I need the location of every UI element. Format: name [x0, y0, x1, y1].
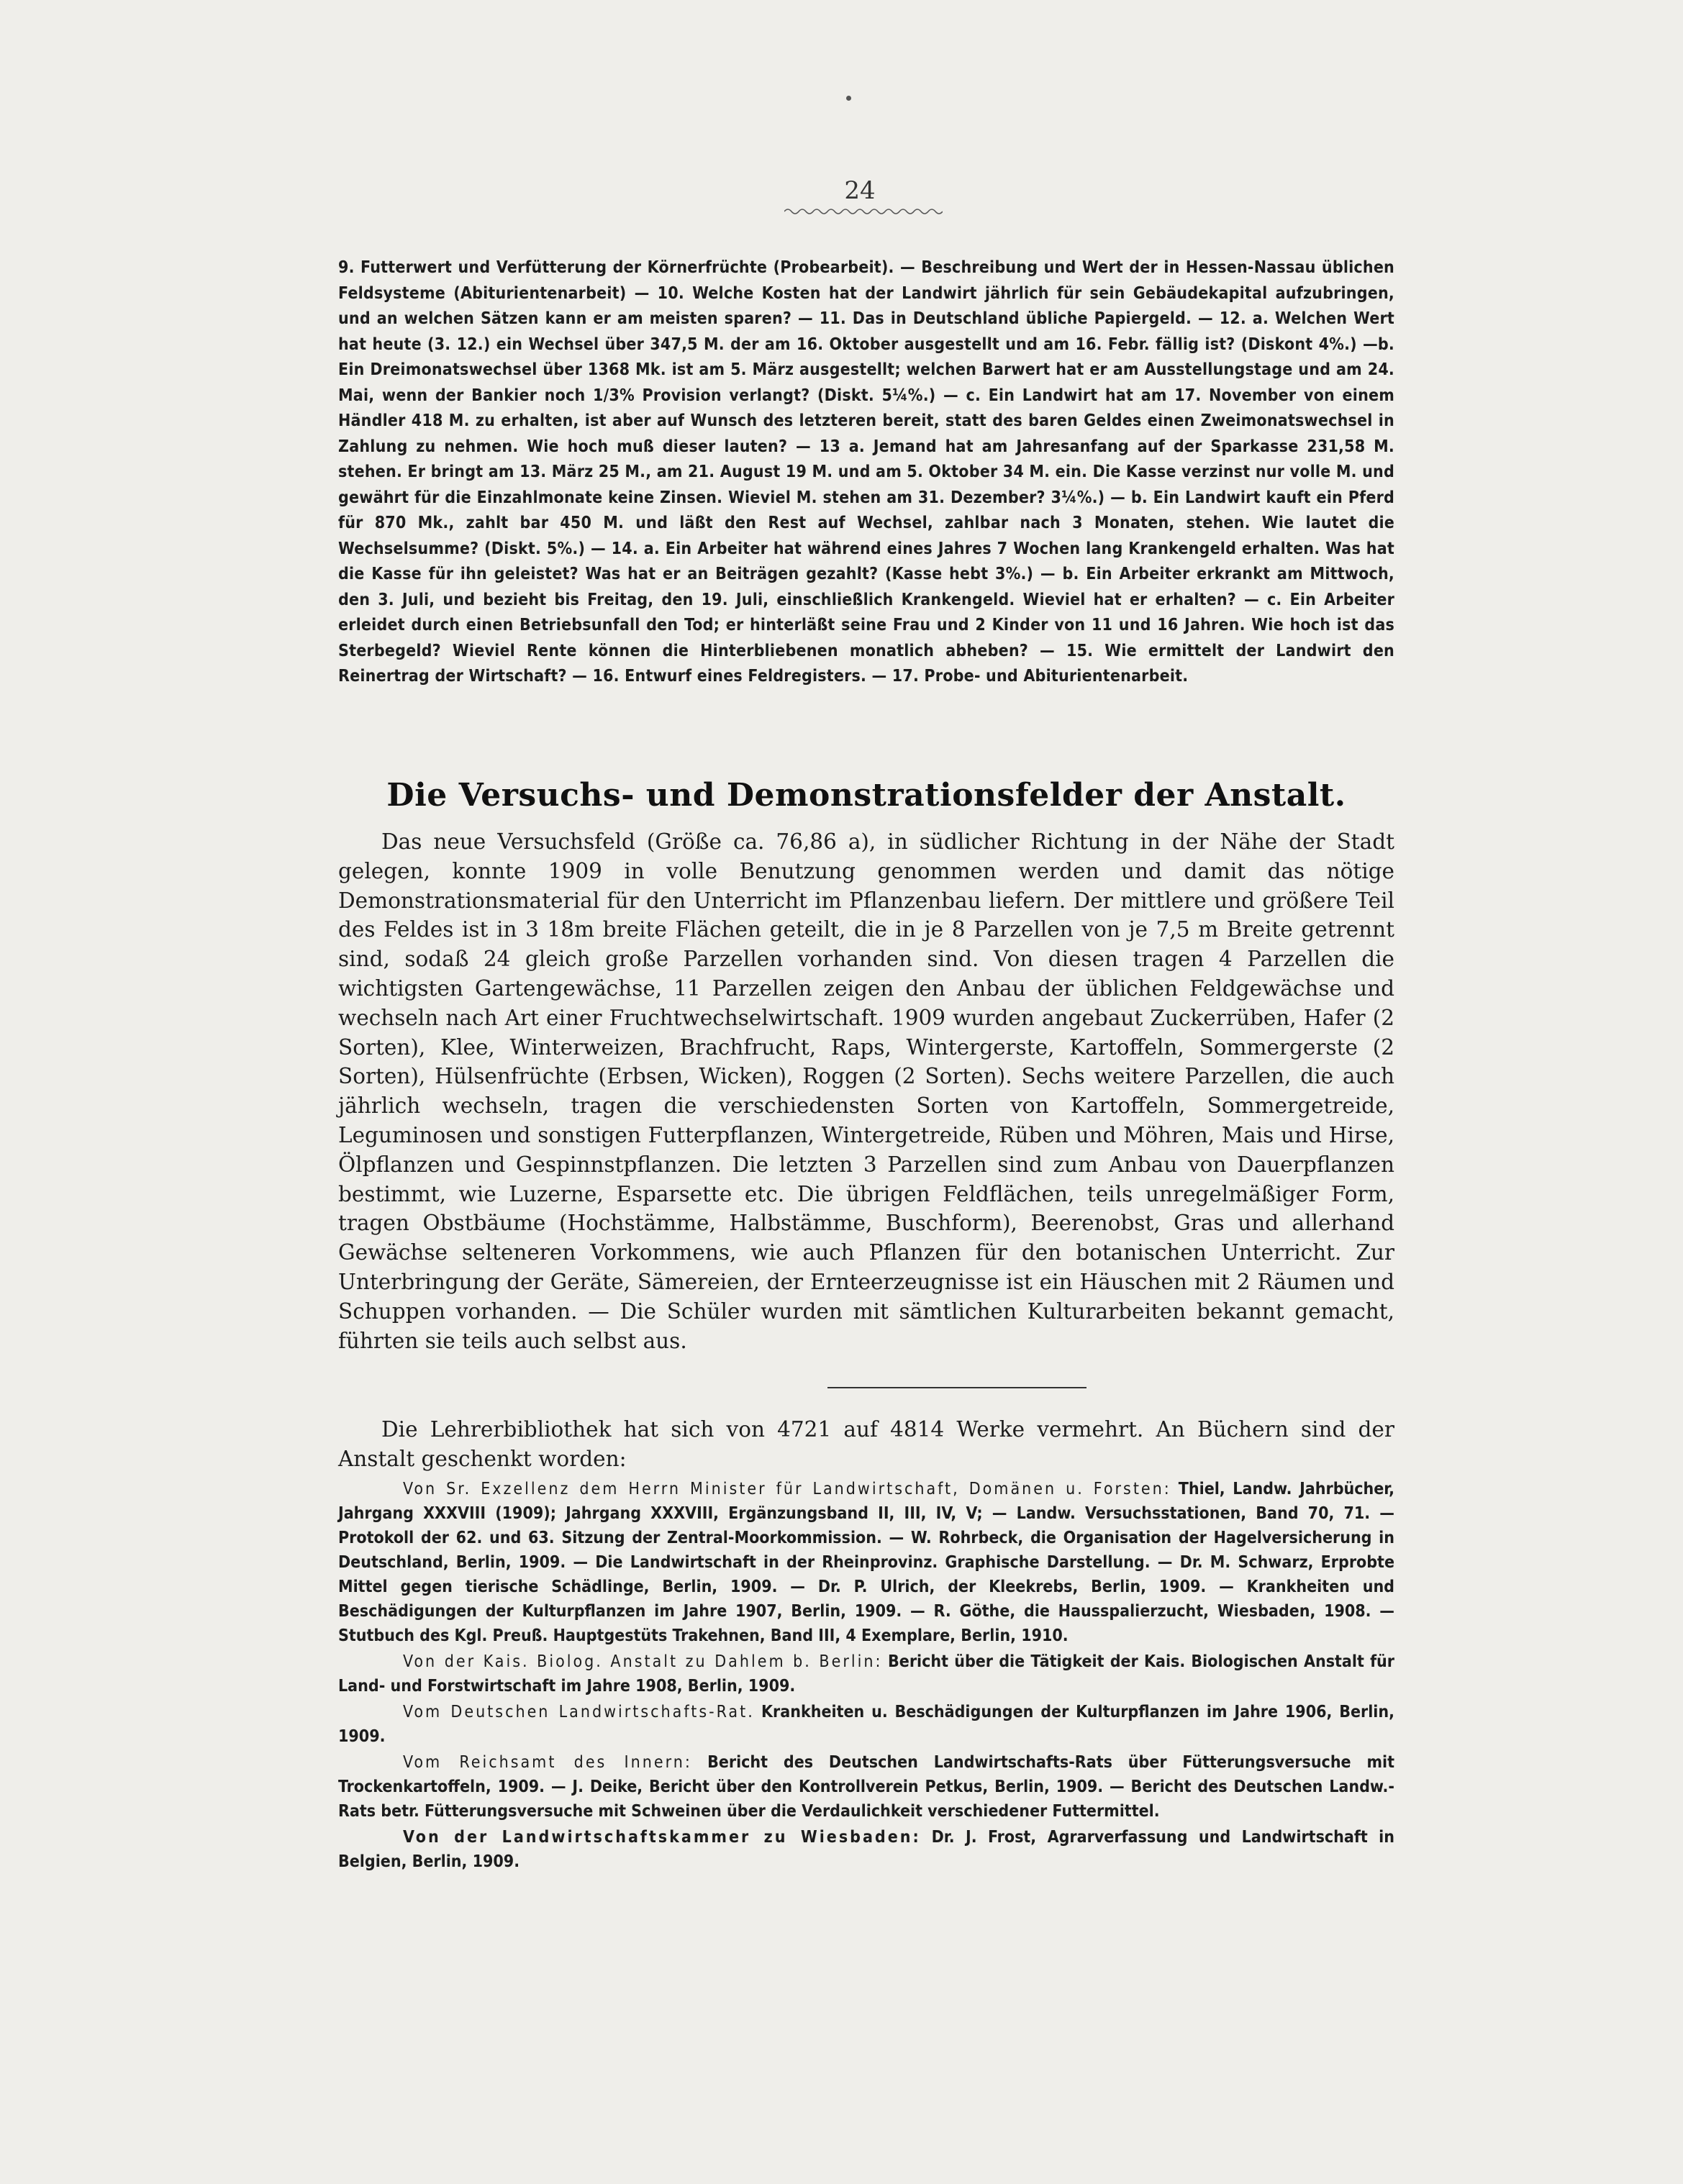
- separator-rule: [827, 1387, 1087, 1388]
- section-heading: Die Versuchs- und Demonstrationsfelder der Anstalt.: [386, 777, 1346, 814]
- ink-speck: [846, 96, 851, 101]
- page-number: 24: [844, 176, 876, 205]
- gift-works: Thiel, Landw. Jahrbücher, Jahrgang XXXVIII (1909); Jahrgang XXXVIII, Ergänzungsband II, III, IV, V; — Landw. Versuchsstationen, Band 70, 71. — Protokoll der 62. und 63. Sitzung der Zentral-Moorkommission. — W. Rohrbeck, die Organisation der Hagelversicherung in Deutschland, Berlin, 1909. — Die Landwirtschaft in der Rheinprovinz. Graphische Darstellung. — Dr. M. Schwarz, Erprobte Mittel gegen tierische Schädlinge, Berlin, 1909. — Dr. P. Ulrich, der Kleekrebs, Berlin, 1909. — Krankheiten und Beschädigungen der Kulturpflanzen im Jahre 1907, Berlin, 1909. — R. Göthe, die Hausspalierzucht, Wiesbaden, 1908. — Stutbuch des Kgl. Preuß. Hauptgestüts Trakehnen, Band III, 4 Exemplare, Berlin, 1910.: [338, 1479, 1394, 1645]
- gift-entry: [338, 1477, 1394, 1648]
- gift-entry: [338, 1700, 1394, 1749]
- exam-questions-text: 9. Futterwert und Verfütterung der Körnerfrüchte (Probearbeit). — Beschreibung und Wert der in Hessen-Nassau üblichen Feldsysteme (Abiturientenarbeit) — 10. Welche Kosten hat der Landwirt jährlich für sein Gebäudekapital aufzubringen, und an welchen Sätzen kann er am meisten sparen? — 11. Das in Deutschland übliche Papiergeld. — 12. a. Welchen Wert hat heute (3. 12.) ein Wechsel über 347,5 M. der am 16. Oktober ausgestellt und am 16. Febr. fällig ist? (Diskont 4%.) —b. Ein Dreimonatswechsel über 1368 Mk. ist am 5. März ausgestellt; welchen Barwert hat er am Ausstellungstage und am 24. Mai, wenn der Bankier noch 1/3% Provision verlangt? (Diskt. 5¼%.) — c. Ein Landwirt hat am 17. November von einem Händler 418 M. zu erhalten, ist aber auf Wunsch des letzteren bereit, statt des baren Geldes einen Zweimonatswechsel in Zahlung zu nehmen. Wie hoch muß dieser lauten? — 13 a. Jemand hat am Jahresanfang auf der Sparkasse 231,58 M. stehen. Er bringt am 13. März 25 M., am 21. August 19 M. und am 5. Oktober 34 M. ein. Die Kasse verzinst nur volle M. und gewährt für die Einzahlmonate keine Zinsen. Wieviel M. stehen am 31. Dezember? 3¼%.) — b. Ein Landwirt kauft ein Pferd für 870 Mk., zahlt bar 450 M. und läßt den Rest auf Wechsel, zahlbar nach 3 Monaten, stehen. Wie lautet die Wechselsumme? (Diskt. 5%.) — 14. a. Ein Arbeiter hat während eines Jahres 7 Wochen lang Krankengeld erhalten. Was hat die Kasse für ihn geleistet? Was hat er an Beiträgen gezahlt? (Kasse hebt 3%.) — b. Ein Arbeiter erkrankt am Mittwoch, den 3. Juli, und bezieht bis Freitag, den 19. Juli, einschließlich Krankengeld. Wieviel hat er erhalten? — c. Ein Arbeiter erleidet durch einen Betriebsunfall den Tod; er hinterläßt seine Frau und 2 Kinder von 11 und 16 Jahren. Wie hoch ist das Sterbegeld? Wieviel Rente können die Hinterbliebenen monatlich abheben? — 15. Wie ermittelt der Landwirt den Reinertrag der Wirtschaft? — 16. Entwurf eines Feldregisters. — 17. Probe- und Abiturientenarbeit.: [338, 258, 1394, 686]
- gift-donor: Von der Landwirtschaftskammer zu Wiesbaden:: [403, 1827, 921, 1847]
- library-lead: Die Lehrerbibliothek hat sich von 4721 auf 4814 Werke vermehrt. An Büchern sind der Anstalt geschenkt worden:: [338, 1417, 1394, 1471]
- gift-entry: [338, 1825, 1394, 1874]
- section-paragraph: Das neue Versuchsfeld (Größe ca. 76,86 a), in südlicher Richtung in der Nähe der Stadt gelegen, konnte 1909 in volle Benutzung genommen werden und damit das nötige Demonstrationsmaterial für den Unterricht im Pflanzenbau liefern. Der mittlere und größere Teil des Feldes ist in 3 18m breite Flächen geteilt, die in je 8 Parzellen von je 7,5 m Breite getrennt sind, sodaß 24 gleich große Parzellen vorhanden sind. Von diesen tragen 4 Parzellen die wichtigsten Gartengewächse, 11 Parzellen zeigen den Anbau der üblichen Feldgewächse und wechseln nach Art einer Fruchtwechselwirtschaft. 1909 wurden angebaut Zuckerrüben, Hafer (2 Sorten), Klee, Winterweizen, Brachfrucht, Raps, Wintergerste, Kartoffeln, Sommergerste (2 Sorten), Hülsenfrüchte (Erbsen, Wicken), Roggen (2 Sorten). Sechs weitere Parzellen, die auch jährlich wechseln, tragen die verschiedensten Sorten von Kartoffeln, Sommergetreide, Leguminosen und sonstigen Futterpflanzen, Wintergetreide, Rüben und Möhren, Mais und Hirse, Ölpflanzen und Gespinnstpflanzen. Die letzten 3 Parzellen sind zum Anbau von Dauerpflanzen bestimmt, wie Luzerne, Esparsette etc. Die übrigen Feldflächen, teils unregelmäßiger Form, tragen Obstbäume (Hochstämme, Halbstämme, Buschform), Beerenobst, Gras und allerhand Gewächse selteneren Vorkommens, wie auch Pflanzen für den botanischen Unterricht. Zur Unterbringung der Geräte, Sämereien, der Ernteerzeugnisse ist ein Häuschen mit 2 Räumen und Schuppen vorhanden. — Die Schüler wurden mit sämtlichen Kulturarbeiten bekannt gemacht, führten sie teils auch selbst aus.: [338, 829, 1394, 1353]
- gift-works: Dr. J. Frost, Agrarverfassung und Landwirtschaft in Belgien, Berlin, 1909.: [338, 1827, 1394, 1871]
- gift-works: Krankheiten u. Beschädigungen der Kulturpflanzen im Jahre 1906, Berlin, 1909.: [338, 1702, 1394, 1746]
- gift-donor: Vom Reichsamt des Innern:: [403, 1752, 692, 1772]
- gift-entry: [338, 1650, 1394, 1698]
- gift-works: Bericht des Deutschen Landwirtschafts-Rats über Fütterungsversuche mit Trockenkartoffeln, 1909. — J. Deike, Bericht über den Kontrollverein Petkus, Berlin, 1909. — Bericht des Deutschen Landw.-Rats betr. Fütterungsversuche mit Schweinen über die Verdaulichkeit verschiedener Futtermittel.: [338, 1752, 1394, 1821]
- gift-works: Bericht über die Tätigkeit der Kais. Biologischen Anstalt für Land- und Forstwirtschaft im Jahre 1908, Berlin, 1909.: [338, 1652, 1395, 1696]
- gift-donor: Von der Kais. Biolog. Anstalt zu Dahlem b. Berlin:: [403, 1652, 883, 1671]
- wavy-ornament: [784, 204, 943, 219]
- gift-donor: Von Sr. Exzellenz dem Herrn Minister für Landwirtschaft, Domänen u. Forsten:: [403, 1479, 1171, 1498]
- section-body: [338, 827, 1394, 1355]
- gift-entry: [338, 1750, 1394, 1824]
- library-section: [338, 1415, 1394, 1875]
- exam-questions-block: [338, 255, 1394, 690]
- gift-donor: Vom Deutschen Landwirtschafts-Rat.: [403, 1702, 755, 1721]
